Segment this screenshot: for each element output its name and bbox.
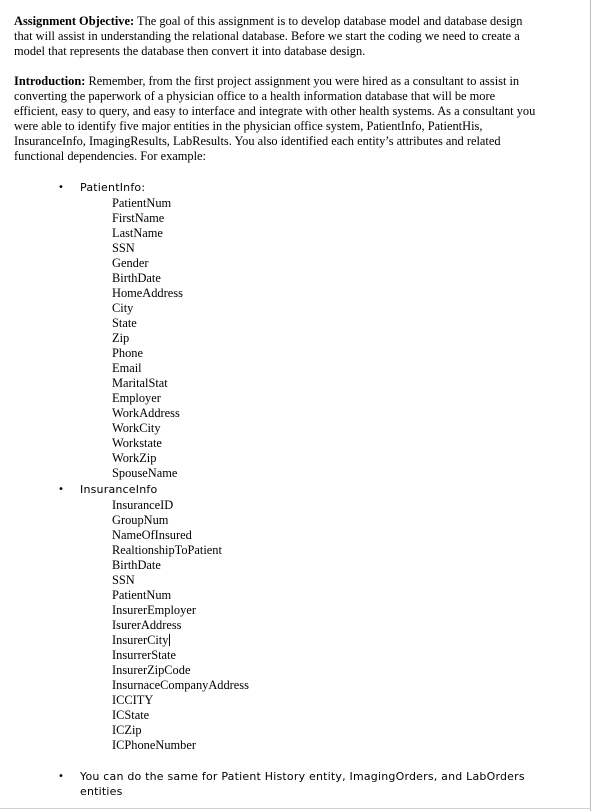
attribute-item: Phone [112, 346, 143, 360]
attribute-item: Email [112, 361, 142, 375]
attribute-item: BirthDate [112, 558, 161, 572]
objective-paragraph [14, 14, 538, 59]
attribute-item: InsurrerState [112, 648, 176, 662]
attribute-item: ICCITY [112, 693, 154, 707]
attribute-item: State [112, 316, 137, 330]
attribute-item: SSN [112, 241, 135, 255]
attribute-item: Employer [112, 391, 161, 405]
attribute-item: ICPhoneNumber [112, 738, 196, 752]
attribute-item: Zip [112, 331, 130, 345]
bullet-dot-icon: • [58, 771, 64, 782]
attribute-item: PatientNum [112, 588, 172, 602]
bullet-dot-icon: • [58, 182, 64, 193]
attribute-item: InsurerEmployer [112, 603, 196, 617]
attribute-item: HomeAddress [112, 286, 183, 300]
text-cursor-icon [169, 634, 170, 646]
attribute-item: GroupNum [112, 513, 169, 527]
entity-name-patientinfo: PatientInfo: [80, 181, 146, 194]
insuranceinfo-attribute-list [112, 498, 249, 753]
entity-name-insuranceinfo: InsuranceInfo [80, 483, 158, 496]
attribute-item: WorkAddress [112, 406, 180, 420]
attribute-item: IsurerAddress [112, 618, 182, 632]
attribute-item: InsuranceID [112, 498, 174, 512]
bullet-dot-icon: • [58, 484, 64, 495]
attribute-text: InsurerCity [112, 633, 169, 647]
attribute-item: MaritalStat [112, 376, 168, 390]
attribute-item: InsurnaceCompanyAddress [112, 678, 249, 692]
patientinfo-attribute-list [112, 196, 183, 481]
attribute-item: FirstName [112, 211, 165, 225]
attribute-item: InsurerZipCode [112, 663, 191, 677]
attribute-item: BirthDate [112, 271, 161, 285]
attribute-item: PatientNum [112, 196, 172, 210]
page-bottom-divider [0, 808, 591, 809]
objective-colon: : [129, 14, 135, 28]
attribute-item: NameOfInsured [112, 528, 192, 542]
attribute-item-with-caret[interactable] [112, 633, 249, 648]
attribute-item: WorkCity [112, 421, 161, 435]
attribute-item: Gender [112, 256, 149, 270]
objective-text: The goal of this assignment is to develop database model and database design that will assist in understanding the relational database. Before we start the coding we need to create a model that represents the database then convert it into database design. [14, 14, 523, 58]
attribute-item: ICZip [112, 723, 142, 737]
attribute-item: SSN [112, 573, 135, 587]
attribute-item: Workstate [112, 436, 162, 450]
introduction-text: Remember, from the first project assignment you were hired as a consultant to assist in converting the paperwork of a physician office to a health information database that will be more efficient, easy to query, and easy to interface and integrate with other health systems. As a consultant you were able to identify five major entities in the physician office system, PatientInfo, PatientHis, InsuranceInfo, ImagingResults, LabResults. You also identified each entity’s attributes and related functional dependencies. For example: [14, 74, 536, 163]
attribute-item: SpouseName [112, 466, 178, 480]
introduction-paragraph [14, 74, 538, 164]
attribute-item: LastName [112, 226, 163, 240]
attribute-item: ICState [112, 708, 150, 722]
introduction-label: Introduction: [14, 74, 86, 88]
attribute-item: WorkZip [112, 451, 157, 465]
attribute-item: City [112, 301, 134, 315]
objective-label: Assignment Objective [14, 14, 130, 28]
attribute-item: RealtionshipToPatient [112, 543, 222, 557]
closing-bullet-text: You can do the same for Patient History entity, ImagingOrders, and LabOrders entities [80, 770, 525, 798]
